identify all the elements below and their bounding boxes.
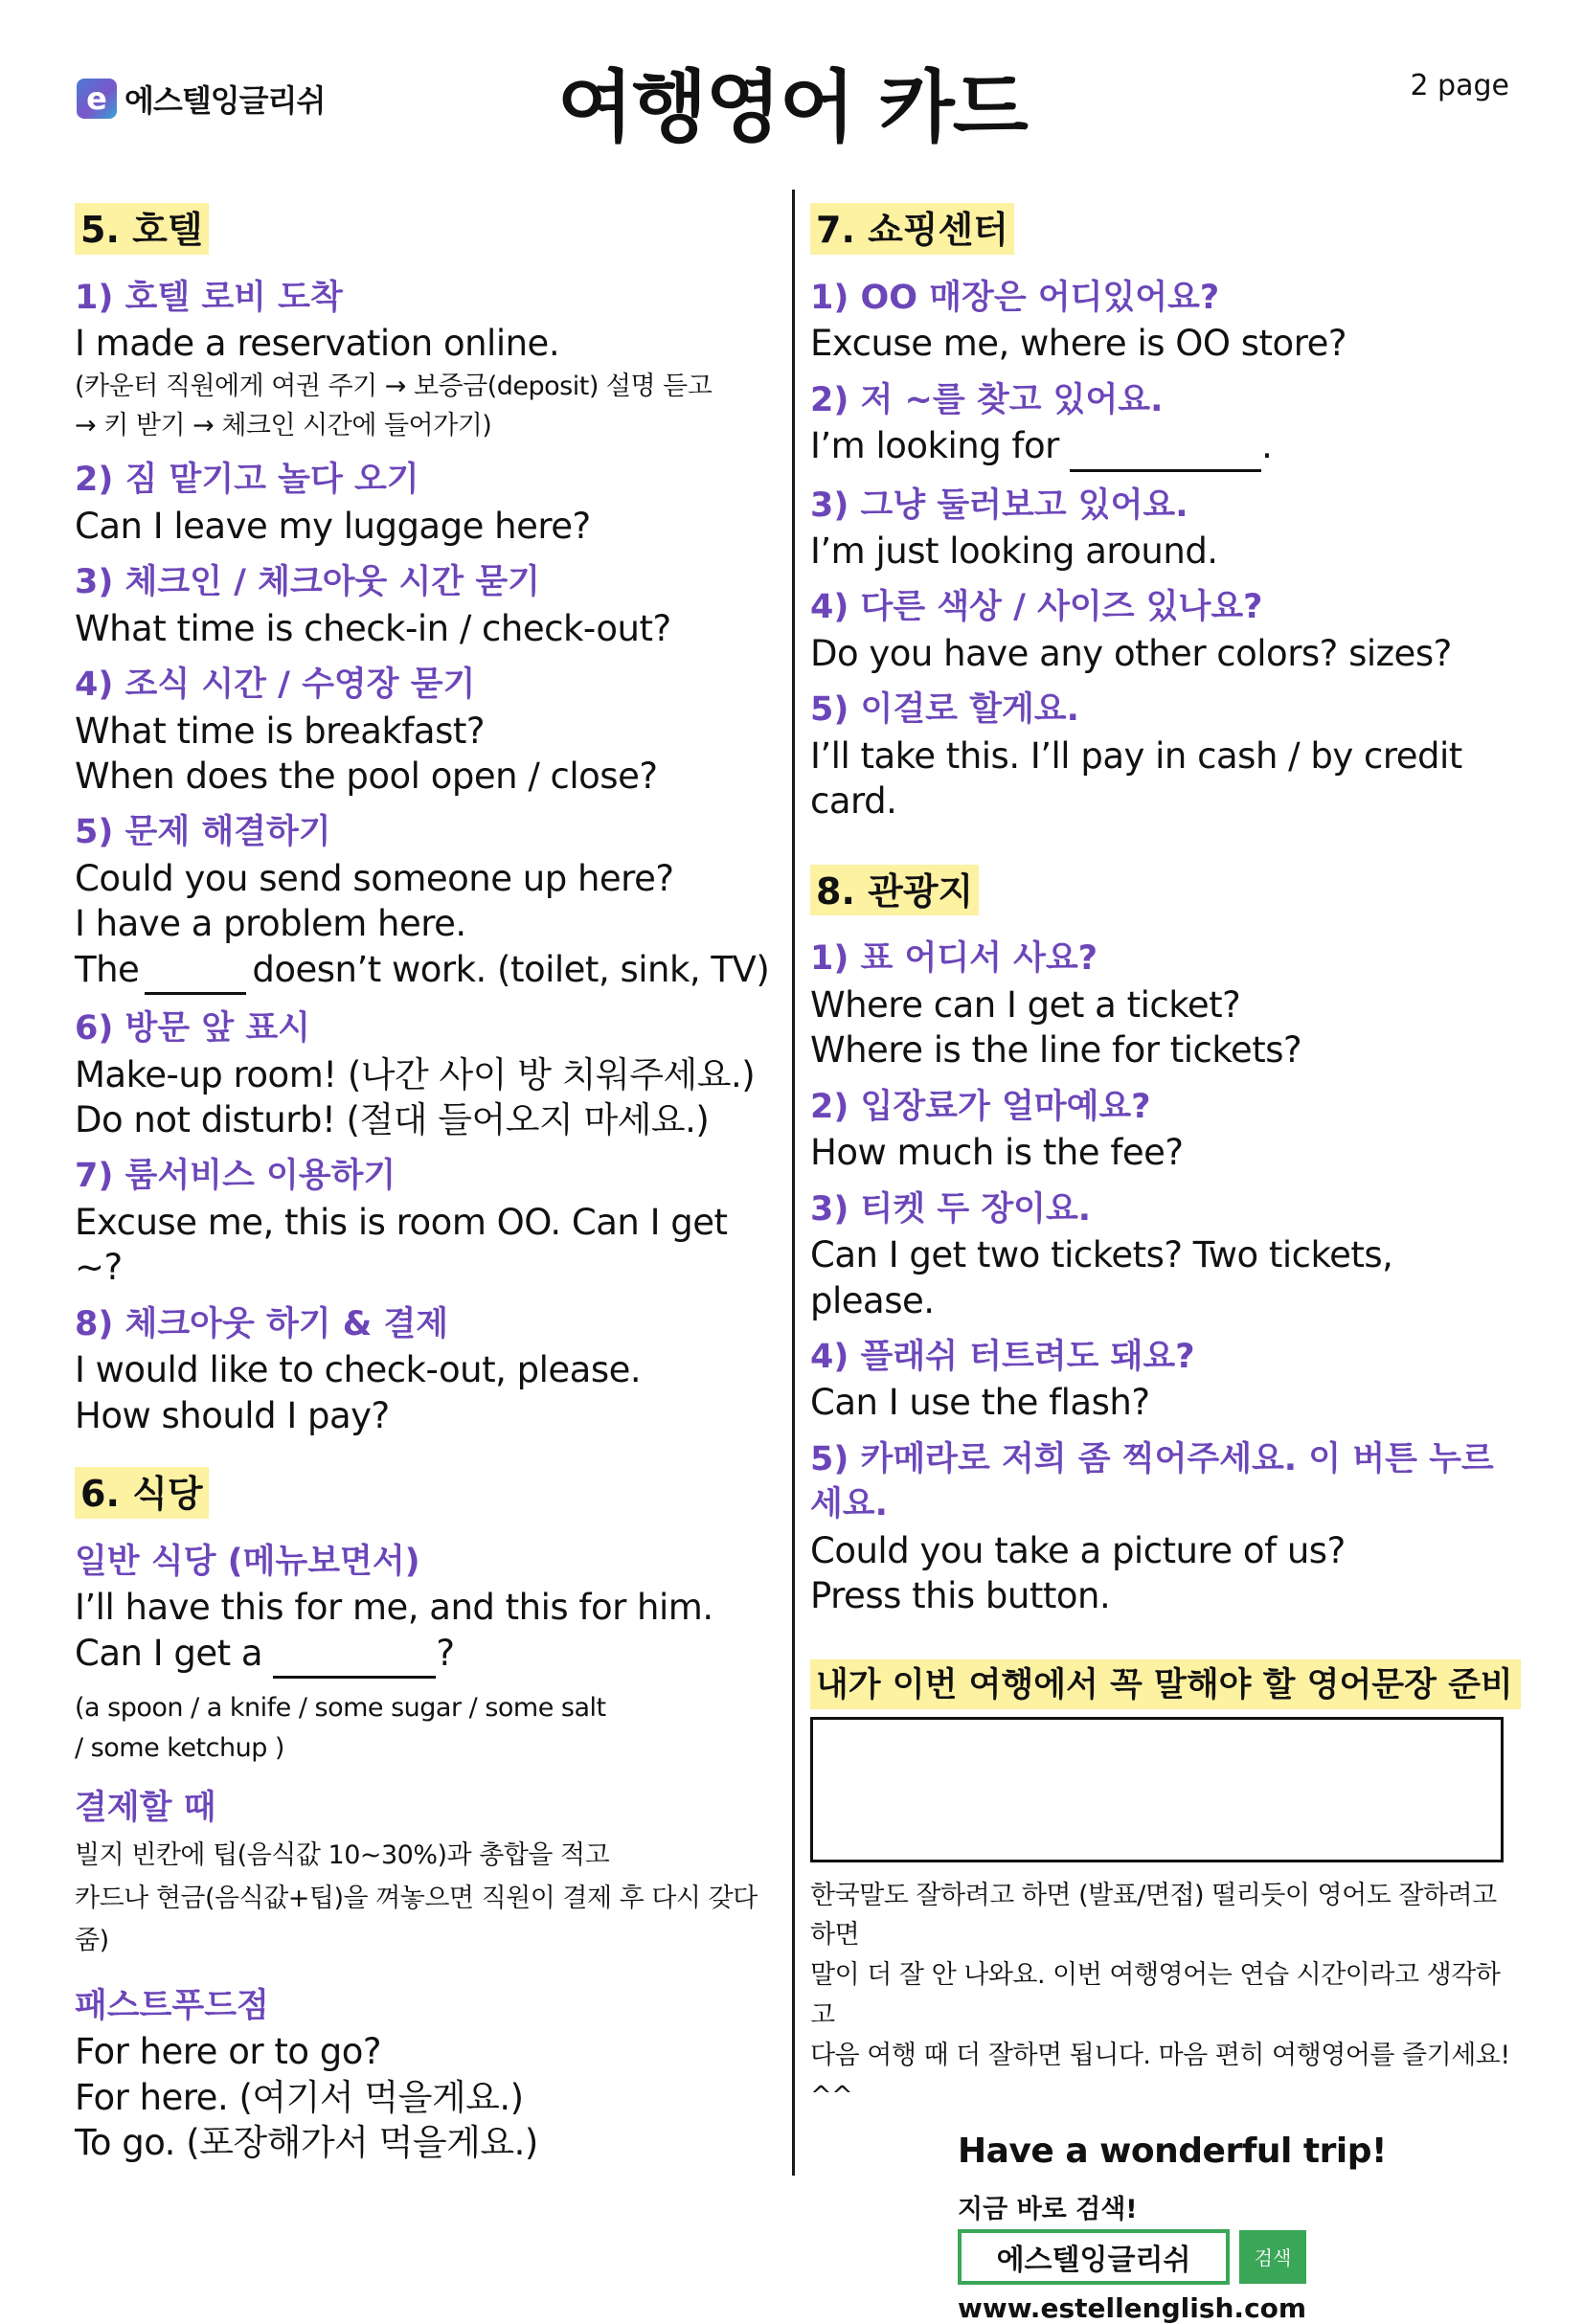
farewell-text: Have a wonderful trip! — [958, 2131, 1387, 2171]
prep-title: 내가 이번 여행에서 꼭 말해야 할 영어문장 준비 — [810, 1659, 1521, 1709]
payment-note — [75, 1835, 774, 1963]
note-line: (카운터 직원에게 여권 주기 → 보증금(deposit) 설명 듣고 — [75, 371, 713, 401]
section-title-tourist: 8. 관광지 — [810, 865, 979, 916]
phrase-english-blank — [75, 1631, 774, 1679]
search-input[interactable]: 에스텔잉글리쉬 — [958, 2229, 1230, 2285]
phrase-text: doesn’t work. (toilet, sink, TV) — [252, 948, 770, 990]
search-button[interactable]: 검색 — [1239, 2230, 1306, 2284]
phrase-question: 1) OO 매장은 어디있어요? — [810, 278, 1220, 317]
phrase-english: I have a problem here. — [75, 903, 466, 945]
phrase-question: 3) 체크인 / 체크아웃 시간 묻기 — [75, 563, 540, 602]
section-title-hotel: 5. 호텔 — [75, 203, 209, 255]
phrase-text: . — [1261, 425, 1273, 467]
phrase-question: 1) 표 어디서 사요? — [810, 939, 1098, 979]
section-title-restaurant: 6. 식당 — [75, 1467, 209, 1519]
note-line: 빌지 빈칸에 팁(음식값 10~30%)과 총합을 적고 — [75, 1840, 610, 1871]
website-link[interactable]: www.estellenglish.com — [958, 2291, 1307, 2324]
phrase-question: 8) 체크아웃 하기 & 결제 — [75, 1304, 449, 1343]
phrase-question: 3) 티켓 두 장이요. — [810, 1189, 1092, 1229]
phrase-english: For here or to go? — [75, 2031, 381, 2073]
fill-in-blank — [1070, 423, 1261, 471]
hotel-phrase-list — [75, 276, 774, 1438]
logo-icon: e — [77, 79, 117, 119]
phrase-text: The — [75, 948, 140, 990]
phrase-text: Can I get a — [75, 1632, 263, 1674]
phrase-question: 5) 이걸로 할게요. — [810, 690, 1079, 730]
phrase-english: I’ll take this. I’ll pay in cash / by credit card. — [810, 735, 1462, 823]
options-note — [75, 1688, 774, 1769]
paragraph-line: 한국말도 잘하려고 하면 (발표/면접) 떨리듯이 영어도 잘하려고 하면 — [810, 1880, 1497, 1951]
phrase-text: I’m looking for — [810, 425, 1059, 467]
phrase-english: I would like to check-out, please. — [75, 1349, 642, 1391]
paragraph-line: 말이 더 잘 안 나와요. 이번 여행영어는 연습 시간이라고 생각하고 — [810, 1960, 1501, 2031]
phrase-question: 4) 플래쉬 터트려도 돼요? — [810, 1337, 1195, 1376]
phrase-english: Can I use the flash? — [810, 1382, 1150, 1424]
phrase-english: Press this button. — [810, 1575, 1111, 1617]
right-column — [810, 203, 1523, 2324]
phrase-english: Do not disturb! (절대 들어오지 마세요.) — [75, 1099, 710, 1141]
brand-name: 에스텔잉글리쉬 — [124, 82, 326, 119]
paragraph-line: 다음 여행 때 더 잘하면 됩니다. 마음 편히 여행영어를 즐기세요! ^^ — [810, 2040, 1510, 2110]
phrase-text: ? — [436, 1632, 455, 1674]
phrase-question: 4) 조식 시간 / 수영장 묻기 — [75, 666, 476, 705]
phrase-english: Make-up room! (나간 사이 방 치워주세요.) — [75, 1053, 756, 1095]
phrase-question: 6) 방문 앞 표시 — [75, 1009, 310, 1049]
phrase-question: 결제할 때 — [75, 1788, 216, 1827]
phrase-english: When does the pool open / close? — [75, 756, 658, 798]
phrase-english: For here. (여기서 먹을게요.) — [75, 2076, 524, 2118]
page-number: 2 page — [1410, 69, 1509, 102]
note-line: 카드나 현금(음식값+팁)을 껴놓으면 직원이 결제 후 다시 갖다 줌) — [75, 1883, 758, 1956]
page-title: 여행영어 카드 — [557, 62, 1027, 153]
column-divider — [792, 190, 795, 2176]
phrase-english: Do you have any other colors? sizes? — [810, 633, 1452, 675]
phrase-english: Could you send someone up here? — [75, 858, 674, 900]
writing-box[interactable] — [810, 1717, 1504, 1862]
encouragement-paragraph — [810, 1876, 1523, 2116]
phrase-question: 2) 입장료가 얼마예요? — [810, 1087, 1151, 1126]
phrase-question: 7) 룸서비스 이용하기 — [75, 1157, 396, 1196]
phrase-english: I made a reservation online. — [75, 323, 560, 365]
phrase-question: 4) 다른 색상 / 사이즈 있나요? — [810, 588, 1263, 627]
phrase-english: To go. (포장해가서 먹을게요.) — [75, 2122, 538, 2164]
phrase-english: I’ll have this for me, and this for him. — [75, 1587, 713, 1629]
tourist-phrase-list — [810, 936, 1523, 1618]
phrase-english-blank — [75, 947, 774, 995]
phrase-english: Excuse me, where is OO store? — [810, 323, 1346, 365]
phrase-english: Where can I get a ticket? — [810, 983, 1241, 1026]
phrase-english: Where is the line for tickets? — [810, 1029, 1302, 1072]
phrase-english: Can I leave my luggage here? — [75, 505, 591, 547]
fill-in-blank — [145, 947, 246, 995]
phrase-question: 패스트푸드점 — [75, 1986, 269, 2025]
search-promo — [810, 2188, 1523, 2324]
left-column — [75, 203, 774, 2166]
phrase-english: Could you take a picture of us? — [810, 1530, 1346, 1572]
phrase-english: Can I get two tickets? Two tickets, please. — [810, 1234, 1393, 1321]
section-title-shopping: 7. 쇼핑센터 — [810, 203, 1014, 255]
phrase-question: 3) 그냥 둘러보고 있어요. — [810, 485, 1188, 525]
phrase-english: How much is the fee? — [810, 1132, 1184, 1174]
phrase-question: 5) 문제 해결하기 — [75, 813, 331, 852]
phrase-english: How should I pay? — [75, 1394, 390, 1436]
phrase-question: 1) 호텔 로비 도착 — [75, 278, 343, 317]
phrase-question: 5) 카메라로 저희 좀 찍어주세요. 이 버튼 누르세요. — [810, 1439, 1494, 1524]
phrase-english: I’m just looking around. — [810, 530, 1218, 573]
phrase-english: Excuse me, this is room OO. Can I get ~? — [75, 1202, 728, 1289]
phrase-english: What time is check-in / check-out? — [75, 607, 671, 649]
search-prompt: 지금 바로 검색! — [958, 2194, 1138, 2224]
phrase-question: 2) 짐 맡기고 놀다 오기 — [75, 461, 419, 500]
phrase-english-blank — [810, 423, 1523, 471]
phrase-english: What time is breakfast? — [75, 710, 486, 752]
note-line: (a spoon / a knife / some sugar / some salt — [75, 1692, 606, 1723]
note-line: → 키 받기 → 체크인 시간에 들어가기) — [75, 411, 492, 441]
search-bar — [958, 2229, 1523, 2285]
phrase-question: 일반 식당 (메뉴보면서) — [75, 1542, 420, 1581]
fill-in-blank — [273, 1631, 436, 1679]
phrase-question: 2) 저 ~를 찾고 있어요. — [810, 380, 1164, 419]
note-line: / some ketchup ) — [75, 1732, 284, 1763]
